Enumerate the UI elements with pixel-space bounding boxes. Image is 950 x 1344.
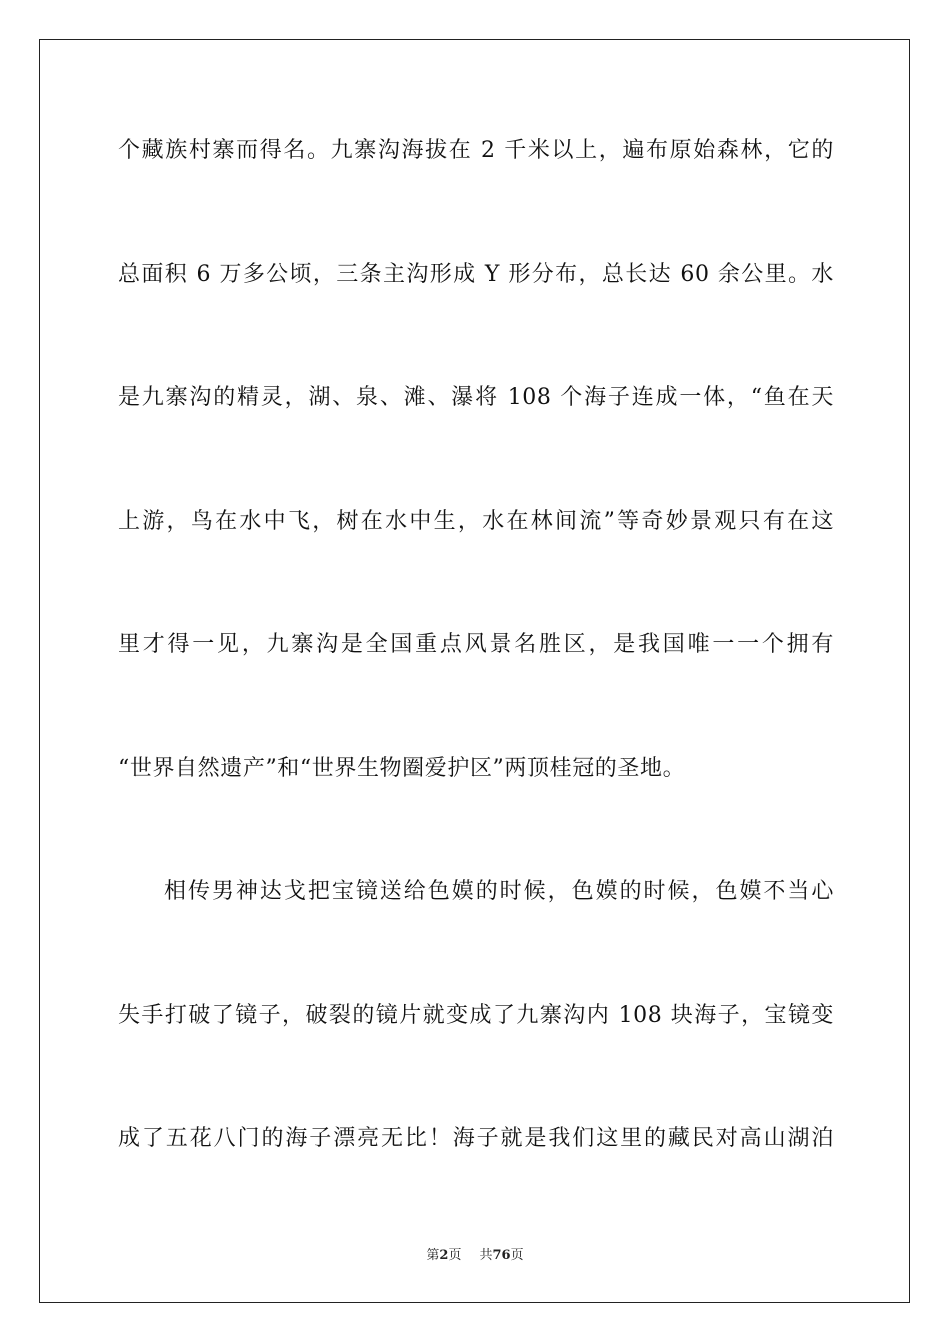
page-footer — [0, 1246, 950, 1266]
page-suffix: 页 — [448, 1248, 462, 1263]
text-line-6: “世界自然遗产”和“世界生物圈爱护区”两顶桂冠的圣地。 — [118, 755, 686, 781]
page-prefix: 第 — [426, 1248, 440, 1263]
text-line-7: 相传男神达戈把宝镜送给色嫫的时候，色嫫的时候，色嫫不当心 — [164, 879, 834, 904]
text-line-2: 总面积 6 万多公顷，三条主沟形成 Y 形分布，总长达 60 余公里。水 — [118, 261, 834, 287]
total-prefix: 共 — [479, 1248, 493, 1263]
text-line-4: 上游，鸟在水中飞，树在水中生，水在林间流”等奇妙景观只有在这 — [118, 508, 834, 534]
document-body — [118, 129, 834, 1241]
text-line-5: 里才得一见，九寨沟是全国重点风景名胜区，是我国唯一一个拥有 — [118, 632, 834, 657]
text-line-8: 失手打破了镜子，破裂的镜片就变成了九寨沟内 108 块海子，宝镜变 — [118, 1002, 834, 1028]
total-pages: 76 — [492, 1248, 511, 1263]
page-number: 2 — [439, 1248, 449, 1263]
text-line-3: 是九寨沟的精灵，湖、泉、滩、瀑将 108 个海子连成一体，“鱼在天 — [118, 385, 834, 410]
text-line-1: 个藏族村寨而得名。九寨沟海拔在 2 千米以上，遍布原始森林，它的 — [118, 138, 834, 163]
text-line-9: 成了五花八门的海子漂亮无比！海子就是我们这里的藏民对高山湖泊 — [118, 1126, 834, 1151]
total-suffix: 页 — [510, 1248, 524, 1263]
